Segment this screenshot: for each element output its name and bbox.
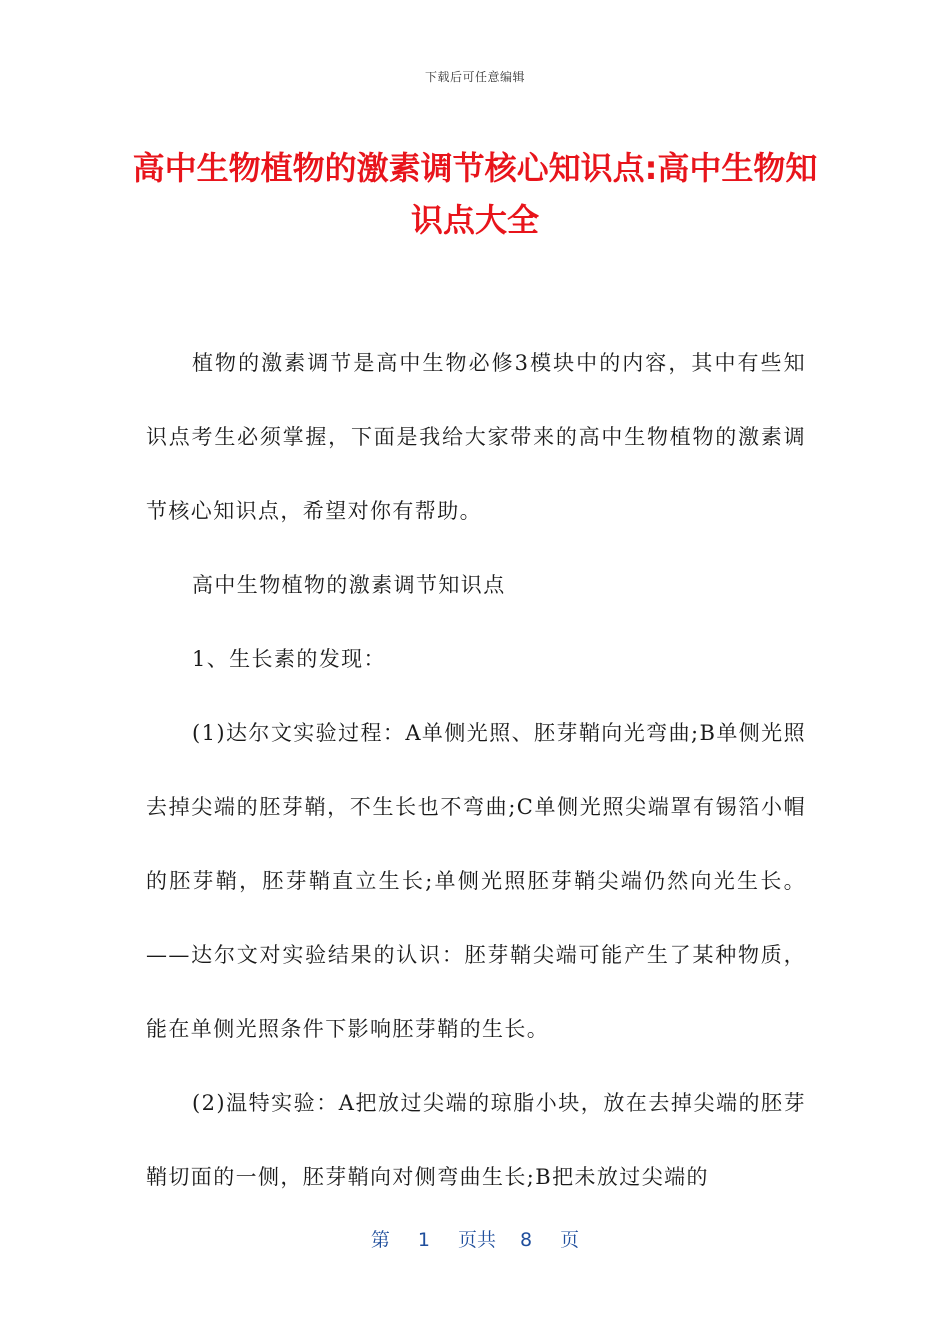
footer-page-number: 1 [417, 1229, 430, 1251]
document-body [146, 326, 806, 1214]
paragraph-darwin-experiment: (1)达尔文实验过程：A单侧光照、胚芽鞘向光弯曲;B单侧光照去掉尖端的胚芽鞘，不生长也不弯曲;C单侧光照尖端罩有锡箔小帽的胚芽鞘，胚芽鞘直立生长;单侧光照胚芽鞘尖端仍然向光生长。——达尔文对实验结果的认识：胚芽鞘尖端可能产生了某种物质，能在单侧光照条件下影响胚芽鞘的生长。 [146, 721, 806, 1041]
footer-page-end: 页 [560, 1229, 580, 1251]
document-title: 高中生物植物的激素调节核心知识点:高中生物知识点大全 [132, 149, 818, 239]
paragraph-went-experiment: (2)温特实验：A把放过尖端的琼脂小块，放在去掉尖端的胚芽鞘切面的一侧，胚芽鞘向对侧弯曲生长;B把未放过尖端的 [146, 1091, 806, 1189]
paragraph-intro: 植物的激素调节是高中生物必修3模块中的内容，其中有些知识点考生必须掌握，下面是我给大家带来的高中生物植物的激素调节核心知识点，希望对你有帮助。 [146, 351, 806, 523]
footer-page-mid: 页共 [457, 1229, 496, 1251]
paragraph-point-1: 1、生长素的发现： [192, 647, 386, 671]
footer-page-word: 第 [370, 1229, 390, 1251]
header-note: 下载后可任意编辑 [424, 70, 525, 84]
page-footer [0, 1225, 950, 1252]
paragraph-section-heading: 高中生物植物的激素调节知识点 [192, 573, 506, 597]
footer-total-pages: 8 [520, 1229, 533, 1251]
